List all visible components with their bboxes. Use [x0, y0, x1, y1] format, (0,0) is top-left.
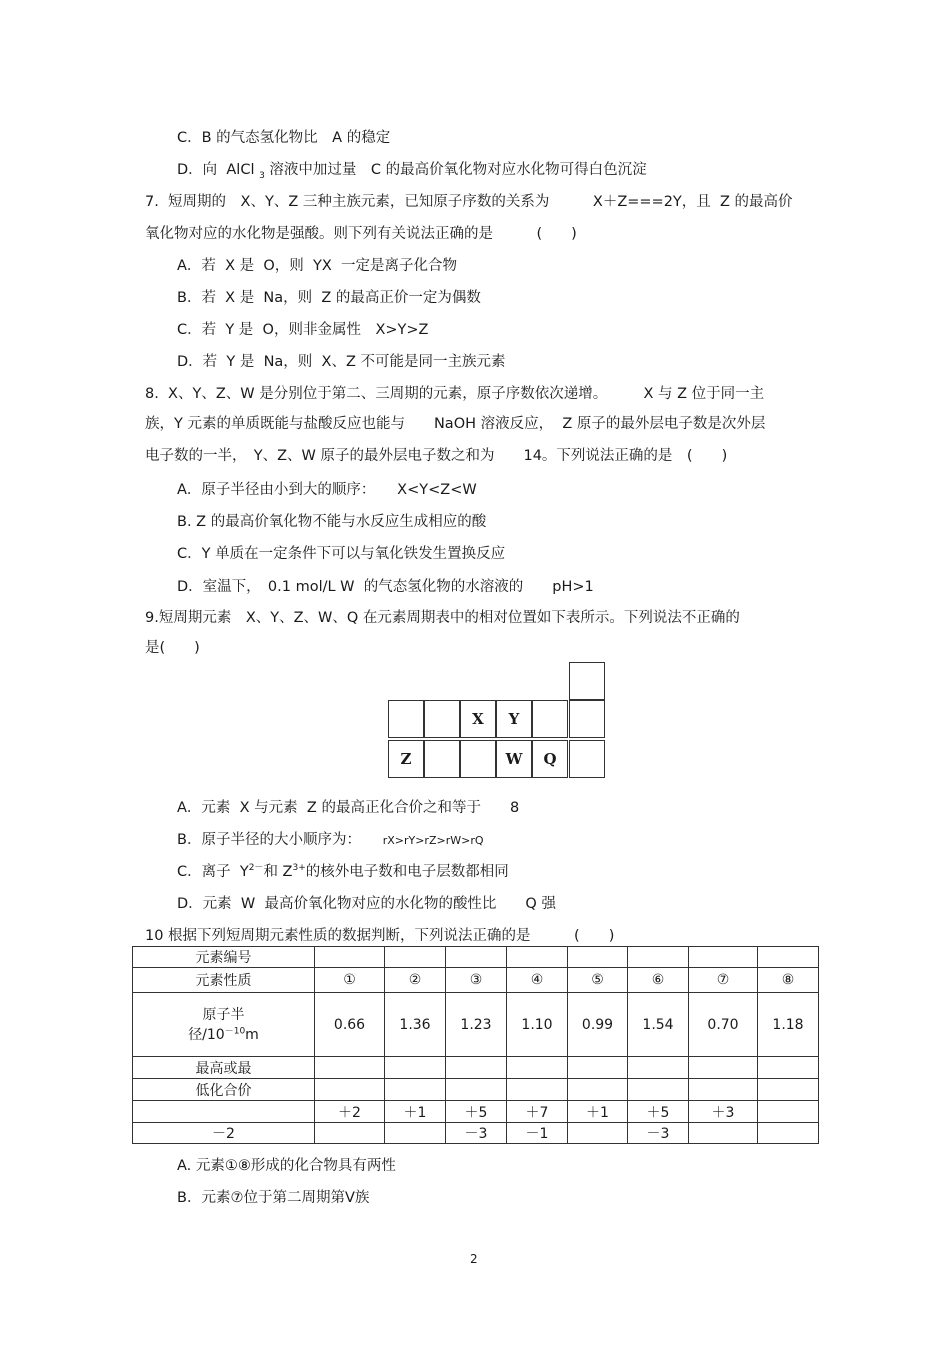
radius-value: 1.18: [758, 993, 819, 1057]
radius-value: 0.70: [689, 993, 758, 1057]
grid-cell-y: Y: [496, 700, 532, 738]
element-id: ②: [385, 968, 446, 993]
row-label-element-id: 元素编号: [133, 947, 315, 968]
q10-option-a: A. 元素①⑧形成的化合物具有两性: [177, 1158, 396, 1174]
grid-cell-empty: [532, 700, 568, 738]
page-number: 2: [470, 1252, 478, 1266]
table-row: [133, 1057, 819, 1079]
radius-value: 1.54: [628, 993, 689, 1057]
lowest-valence: [758, 1123, 819, 1144]
highest-valence: ＋3: [689, 1101, 758, 1123]
q8-stem-line2: 族，Y 元素的单质既能与盐酸反应也能与 NaOH 溶液反应， Z 原子的最外层电子数是次外层: [145, 416, 766, 432]
table-row: [133, 968, 819, 993]
radius-value: 1.10: [507, 993, 568, 1057]
lowest-valence: －1: [507, 1123, 568, 1144]
grid-cell-empty: [460, 740, 496, 778]
radius-value: 0.66: [315, 993, 385, 1057]
q9-option-c: C．离子 $Y^{2-}$和 $Z^{3+}$的核外电子数和电子层数都相同: [177, 863, 509, 880]
q7-option-d: D．若 Y 是 Na，则 X、Z 不可能是同一主族元素: [177, 354, 506, 370]
grid-cell-empty: [424, 740, 460, 778]
q9-option-b: B．原子半径的大小顺序为： rX>rY>rZ>rW>rQ: [177, 832, 484, 848]
grid-cell-empty: [569, 740, 605, 778]
radius-value: 0.99: [568, 993, 628, 1057]
lowest-valence: [385, 1123, 446, 1144]
q10-option-b: B．元素⑦位于第二周期第Ⅴ族: [177, 1190, 370, 1206]
element-id: ⑦: [689, 968, 758, 993]
grid-cell-q: Q: [532, 740, 568, 778]
q6-option-c: C．B 的气态氢化物比 A 的稳定: [177, 130, 391, 146]
row-label-valence-2: 低化合价: [133, 1079, 315, 1101]
highest-valence: ＋5: [446, 1101, 507, 1123]
q8-option-c: C．Y 单质在一定条件下可以与氧化铁发生置换反应: [177, 546, 506, 562]
lowest-valence: [689, 1123, 758, 1144]
lowest-valence: －2: [133, 1123, 315, 1144]
element-id: ⑥: [628, 968, 689, 993]
table-row: [133, 993, 819, 1057]
q8-option-b: B. Z 的最高价氧化物不能与水反应生成相应的酸: [177, 514, 487, 530]
lowest-valence: [568, 1123, 628, 1144]
q7-option-b: B．若 X 是 Na，则 Z 的最高正价一定为偶数: [177, 290, 481, 306]
q7-stem-line1: 7. 短周期的 X、Y、Z 三种主族元素，已知原子序数的关系为 X＋Z===2Y，且 Z 的最高价: [145, 194, 793, 210]
table-row: [133, 1101, 819, 1123]
grid-cell-z: Z: [388, 740, 424, 778]
lowest-valence: －3: [628, 1123, 689, 1144]
grid-cell-empty: [569, 662, 605, 700]
highest-valence: ＋1: [568, 1101, 628, 1123]
q8-option-d: D．室温下， 0.1 mol/L W 的气态氢化物的水溶液的 pH>1: [177, 579, 594, 595]
q9-stem-line1: 9.短周期元素 X、Y、Z、W、Q 在元素周期表中的相对位置如下表所示。下列说法不正确的: [145, 610, 740, 626]
highest-valence: ＋1: [385, 1101, 446, 1123]
q9-option-d: D．元素 W 最高价氧化物对应的水化物的酸性比 Q 强: [177, 896, 556, 912]
radius-value: 1.23: [446, 993, 507, 1057]
highest-valence: [758, 1101, 819, 1123]
grid-cell-w: W: [496, 740, 532, 778]
highest-valence: ＋2: [315, 1101, 385, 1123]
q8-stem-line3: 电子数的一半， Y、Z、W 原子的最外层电子数之和为 14。下列说法正确的是 ( ): [145, 448, 728, 464]
element-id: ①: [315, 968, 385, 993]
row-label-element-property: 元素性质: [133, 968, 315, 993]
table-row: [133, 1123, 819, 1144]
grid-cell-empty: [569, 700, 605, 738]
q7-option-c: C．若 Y 是 O，则非金属性 X>Y>Z: [177, 322, 429, 338]
table-row: [133, 1079, 819, 1101]
lowest-valence: －3: [446, 1123, 507, 1144]
periodic-table-fragment: [383, 660, 613, 785]
element-id: ⑤: [568, 968, 628, 993]
row-label-atomic-radius: 原子半 径$/10^{-10}m$: [133, 993, 315, 1057]
highest-valence: [133, 1101, 315, 1123]
table-row: [133, 947, 819, 968]
q7-option-a: A．若 X 是 O，则 YX 一定是离子化合物: [177, 258, 458, 274]
element-property-table: [132, 946, 819, 1144]
element-id: ⑧: [758, 968, 819, 993]
q9-stem-line2: 是( ): [145, 640, 200, 656]
highest-valence: ＋7: [507, 1101, 568, 1123]
row-label-valence-1: 最高或最: [133, 1057, 315, 1079]
q10-stem: 10 根据下列短周期元素性质的数据判断，下列说法正确的是 ( ): [145, 928, 615, 944]
highest-valence: ＋5: [628, 1101, 689, 1123]
element-id: ③: [446, 968, 507, 993]
q6-option-d: D．向 AlCl $_3$ 溶液中加过量 C 的最高价氧化物对应水化物可得白色沉淀: [177, 162, 647, 181]
grid-cell-empty: [388, 700, 424, 738]
q8-option-a: A．原子半径由小到大的顺序： X<Y<Z<W: [177, 482, 477, 498]
q9-option-a: A．元素 X 与元素 Z 的最高正化合价之和等于 8: [177, 800, 520, 816]
q8-stem-line1: 8. X、Y、Z、W 是分别位于第二、三周期的元素，原子序数依次递增。 X 与 Z 位于同一主: [145, 386, 765, 402]
lowest-valence: [315, 1123, 385, 1144]
radius-value: 1.36: [385, 993, 446, 1057]
element-id: ④: [507, 968, 568, 993]
grid-cell-x: X: [460, 700, 496, 738]
grid-cell-empty: [424, 700, 460, 738]
q7-stem-line2: 氧化物对应的水化物是强酸。则下列有关说法正确的是 ( ): [145, 226, 577, 242]
